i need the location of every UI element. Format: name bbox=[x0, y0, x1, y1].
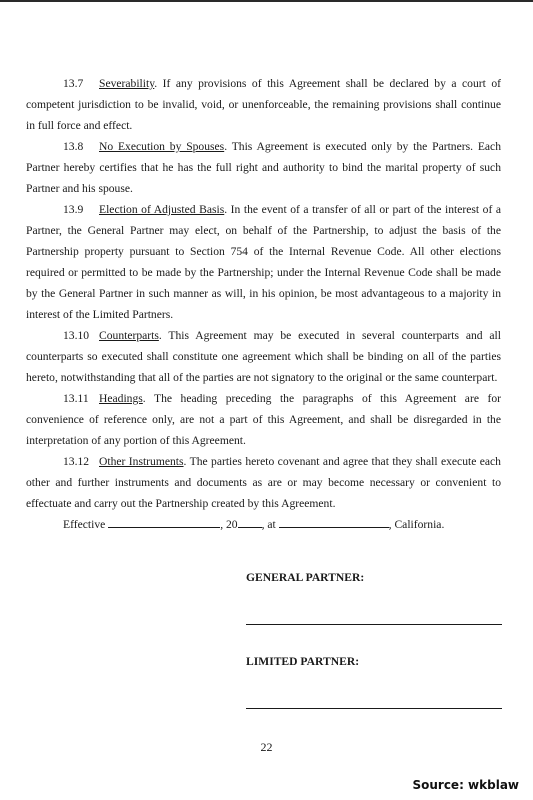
section-13-9 bbox=[26, 199, 501, 325]
effective-year-prefix: , 20 bbox=[220, 518, 238, 531]
section-text: . This Agreement may be executed in several counterparts and all counterparts so executed shall constitute one agreement which shall be binding on all of the parties hereto, notwithstanding that all of the parties are not signatory to the original or the same counterpart. bbox=[26, 329, 501, 384]
section-heading: Severability bbox=[99, 77, 155, 90]
effective-date-blank[interactable] bbox=[108, 516, 220, 528]
section-number: 13.8 bbox=[63, 140, 84, 153]
section-text: . If any provisions of this Agreement shall be declared by a court of competent jurisdiction to be invalid, void, or unenforceable, the remaining provisions shall continue in full force and effect. bbox=[26, 77, 501, 132]
effective-at-text: , at bbox=[261, 518, 276, 531]
section-heading: No Execution by Spouses bbox=[99, 140, 225, 153]
section-heading: Counterparts bbox=[99, 329, 159, 342]
effective-location-blank[interactable] bbox=[279, 516, 389, 528]
section-heading: Election of Adjusted Basis bbox=[99, 203, 225, 216]
section-13-7 bbox=[26, 73, 501, 136]
section-number: 13.10 bbox=[63, 329, 90, 342]
document-body bbox=[26, 73, 501, 535]
limited-partner-block bbox=[246, 655, 502, 668]
section-number: 13.11 bbox=[63, 392, 89, 405]
section-number: 13.12 bbox=[63, 455, 90, 468]
limited-partner-signature-line[interactable] bbox=[246, 708, 502, 709]
section-text: . The parties hereto covenant and agree that they shall execute each other and further instruments and documents as are or may become necessary or convenient to effectuate and carry out the Partnership created by this Agreement. bbox=[26, 455, 501, 510]
top-border-rule bbox=[0, 0, 533, 2]
section-text: . The heading preceding the paragraphs of this Agreement are for convenience of reference only, are not a part of this Agreement, and shall be disregarded in the interpretation of any portion of this Agreement. bbox=[26, 392, 501, 447]
general-partner-signature-line[interactable] bbox=[246, 624, 502, 625]
page-number: 22 bbox=[260, 740, 273, 754]
section-13-11 bbox=[26, 388, 501, 451]
effective-suffix: , California. bbox=[388, 518, 445, 531]
effective-year-blank[interactable] bbox=[238, 516, 262, 528]
section-text: . In the event of a transfer of all or part of the interest of a Partner, the General Partner may elect, on behalf of the Partnership, to adjust the basis of the Partnership property pursuant to Section 754 of the Internal Revenue Code. All other elections required or permitted to be made by the Partnership; under the Internal Revenue Code shall be made by the General Partner in such manner as will, in his opinion, be most advantageous to a majority in interest of the Limited Partners. bbox=[26, 203, 501, 321]
section-13-12 bbox=[26, 451, 501, 514]
effective-date-line bbox=[26, 514, 501, 535]
section-number: 13.9 bbox=[63, 203, 84, 216]
effective-label: Effective bbox=[63, 518, 106, 531]
general-partner-title: GENERAL PARTNER: bbox=[246, 571, 365, 584]
general-partner-block bbox=[246, 571, 502, 584]
section-number: 13.7 bbox=[63, 77, 84, 90]
section-heading: Other Instruments bbox=[99, 455, 184, 468]
limited-partner-title: LIMITED PARTNER: bbox=[246, 655, 360, 668]
section-13-10 bbox=[26, 325, 501, 388]
section-text: . This Agreement is executed only by the Partners. Each Partner hereby certifies that he has the full right and authority to bind the marital property of such Partner and his spouse. bbox=[26, 140, 501, 195]
section-13-8 bbox=[26, 136, 501, 199]
section-heading: Headings bbox=[99, 392, 143, 405]
source-credit: Source: wkblaw bbox=[412, 778, 519, 792]
